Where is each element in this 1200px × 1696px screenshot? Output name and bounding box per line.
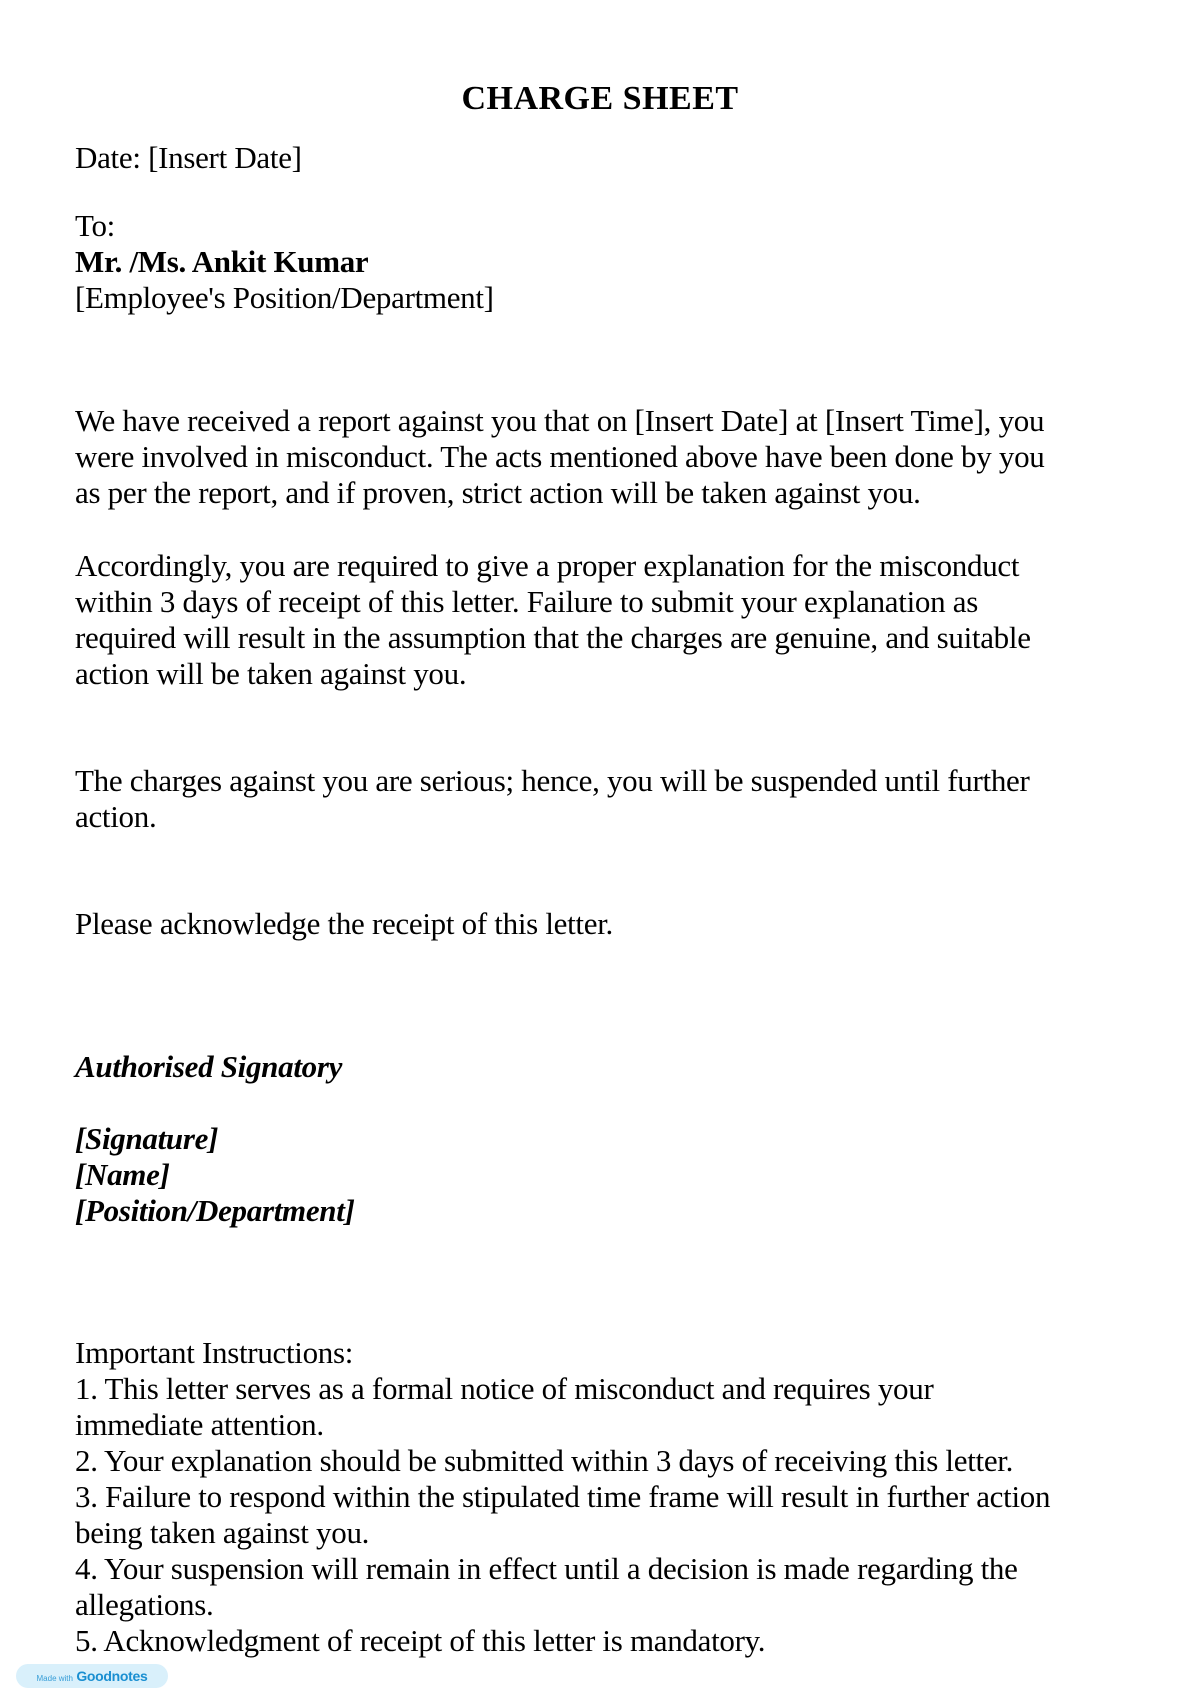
watermark-prefix: Made with bbox=[36, 1674, 73, 1683]
document-title: CHARGE SHEET bbox=[461, 80, 739, 117]
signatory-block bbox=[75, 1121, 1125, 1229]
paragraph-report bbox=[75, 403, 1125, 511]
paragraph-suspension bbox=[75, 763, 1125, 835]
instruction-line: 1. This letter serves as a formal notice of misconduct and requires your bbox=[75, 1371, 934, 1406]
signatory-position: [Position/Department] bbox=[75, 1193, 355, 1228]
signatory-name: [Name] bbox=[75, 1157, 170, 1192]
paragraph-line: required will result in the assumption that the charges are genuine, and suitable bbox=[75, 620, 1031, 655]
instruction-line: 3. Failure to respond within the stipulated time frame will result in further action bbox=[75, 1479, 1051, 1514]
instruction-line: 4. Your suspension will remain in effect until a decision is made regarding the bbox=[75, 1551, 1018, 1586]
paragraph-line: Accordingly, you are required to give a proper explanation for the misconduct bbox=[75, 548, 1020, 583]
instructions-heading: Important Instructions: bbox=[75, 1335, 354, 1370]
date-line: Date: [Insert Date] bbox=[75, 140, 302, 175]
watermark-brand: Goodnotes bbox=[76, 1668, 148, 1684]
recipient-name: Mr. /Ms. Ankit Kumar bbox=[75, 244, 369, 279]
paragraph-line: were involved in misconduct. The acts mentioned above have been done by you bbox=[75, 439, 1045, 474]
paragraph-line: We have received a report against you that on [Insert Date] at [Insert Time], you bbox=[75, 403, 1045, 438]
paragraph-line: action. bbox=[75, 799, 157, 834]
recipient-position: [Employee's Position/Department] bbox=[75, 280, 494, 315]
instruction-line: allegations. bbox=[75, 1587, 214, 1622]
instructions-block bbox=[75, 1335, 1125, 1659]
paragraph-explanation bbox=[75, 548, 1125, 692]
paragraph-acknowledge: Please acknowledge the receipt of this letter. bbox=[75, 906, 613, 941]
paragraph-line: The charges against you are serious; hence, you will be suspended until further bbox=[75, 763, 1030, 798]
instruction-line: 5. Acknowledgment of receipt of this letter is mandatory. bbox=[75, 1623, 766, 1658]
instruction-line: 2. Your explanation should be submitted within 3 days of receiving this letter. bbox=[75, 1443, 1014, 1478]
to-label: To: bbox=[75, 208, 115, 243]
recipient-block bbox=[75, 208, 1125, 316]
signatory-heading: Authorised Signatory bbox=[75, 1049, 343, 1084]
paragraph-line: action will be taken against you. bbox=[75, 656, 467, 691]
instruction-line: being taken against you. bbox=[75, 1515, 370, 1550]
paragraph-line: within 3 days of receipt of this letter. Failure to submit your explanation as bbox=[75, 584, 978, 619]
instruction-line: immediate attention. bbox=[75, 1407, 324, 1442]
paragraph-line: as per the report, and if proven, strict action will be taken against you. bbox=[75, 475, 921, 510]
signature-placeholder: [Signature] bbox=[75, 1121, 219, 1156]
goodnotes-watermark bbox=[16, 1664, 168, 1688]
